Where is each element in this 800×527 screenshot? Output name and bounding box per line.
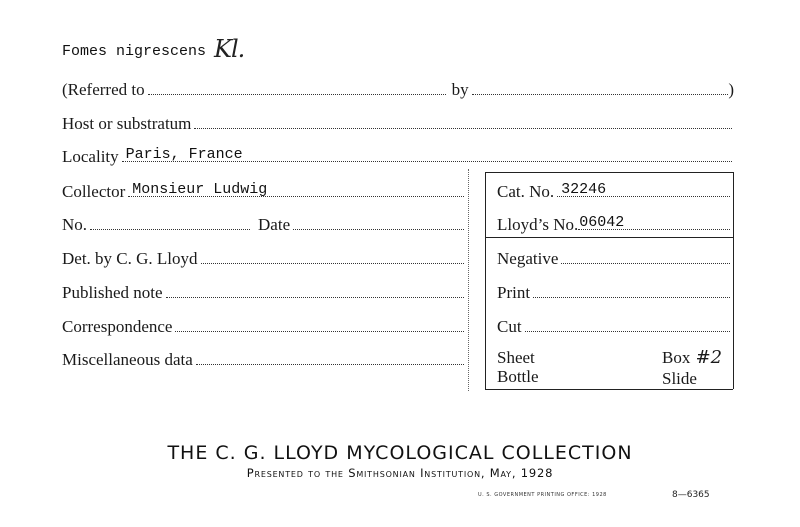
by-label: by <box>451 80 469 99</box>
collector-value: Monsieur Ludwig <box>132 181 268 198</box>
lloyd-no-value: 06042 <box>579 214 625 231</box>
print-field[interactable] <box>533 279 730 298</box>
correspondence-field[interactable] <box>175 313 464 332</box>
negative-field[interactable] <box>561 245 730 264</box>
lloyd-number-underline <box>485 237 733 238</box>
collector-row <box>62 176 464 200</box>
box-label-text: Box <box>662 348 691 367</box>
cat-no-label: Cat. No. <box>497 182 555 201</box>
det-by-row <box>62 243 464 267</box>
bottle-label: Bottle <box>497 367 539 386</box>
box-label <box>662 349 722 367</box>
locality-row <box>62 141 732 165</box>
print-row <box>497 277 730 301</box>
det-by-label: Det. by C. G. Lloyd <box>62 249 198 268</box>
referred-to-field[interactable] <box>148 76 446 95</box>
no-label: No. <box>62 215 88 234</box>
misc-label: Miscellaneous data <box>62 350 193 369</box>
date-field[interactable] <box>293 211 464 230</box>
lloyd-no-label: Lloyd’s No. <box>497 215 579 234</box>
cat-no-value: 32246 <box>561 181 607 198</box>
box-bottom-border <box>485 389 733 390</box>
handwritten-author: Kl. <box>214 35 245 63</box>
lloyd-no-row <box>497 209 730 233</box>
sheet-label: Sheet <box>497 348 535 367</box>
column-divider <box>468 169 469 391</box>
cut-field[interactable] <box>525 313 730 332</box>
cut-label: Cut <box>497 317 522 336</box>
host-field[interactable] <box>194 110 732 129</box>
slide-label: Slide <box>662 369 697 388</box>
box-right-border <box>733 172 734 389</box>
no-field[interactable] <box>90 211 250 230</box>
close-paren: ) <box>728 80 734 99</box>
negative-row <box>497 243 730 267</box>
number-date-row <box>62 209 464 233</box>
collection-subtitle: Presented to the Smithsonian Institution, May, 1928 <box>246 466 554 480</box>
referred-by-field[interactable] <box>472 76 729 95</box>
cut-row <box>497 311 730 335</box>
det-by-field[interactable] <box>201 245 464 264</box>
cat-no-field[interactable] <box>557 178 730 197</box>
box-number-value: #2 <box>695 347 723 368</box>
published-label: Published note <box>62 283 163 302</box>
referred-to-label: (Referred to <box>62 80 145 99</box>
published-row <box>62 277 464 301</box>
referred-to-row <box>62 74 734 98</box>
published-field[interactable] <box>166 279 464 298</box>
form-code: 8—6365 <box>672 490 710 500</box>
correspondence-label: Correspondence <box>62 317 173 336</box>
host-label: Host or substratum <box>62 114 192 133</box>
species-row <box>62 35 722 63</box>
species-name: Fomes nigrescens <box>62 43 207 60</box>
locality-label: Locality <box>62 147 119 166</box>
misc-row <box>62 344 464 368</box>
collector-label: Collector <box>62 182 126 201</box>
collection-title: THE C. G. LLOYD MYCOLOGICAL COLLECTION <box>167 442 633 464</box>
box-top-border <box>485 172 733 173</box>
print-label: Print <box>497 283 531 302</box>
printing-office-note: U. S. GOVERNMENT PRINTING OFFICE: 1928 <box>478 492 607 498</box>
lloyd-no-field[interactable] <box>578 211 730 230</box>
negative-label: Negative <box>497 249 559 268</box>
collector-field[interactable] <box>128 178 464 197</box>
correspondence-row <box>62 311 464 335</box>
locality-field[interactable] <box>122 143 732 162</box>
host-row <box>62 108 732 132</box>
misc-field[interactable] <box>196 346 464 365</box>
cat-no-row <box>497 176 730 200</box>
date-label: Date <box>258 215 291 234</box>
locality-value: Paris, France <box>125 146 243 163</box>
box-left-border <box>485 172 486 389</box>
